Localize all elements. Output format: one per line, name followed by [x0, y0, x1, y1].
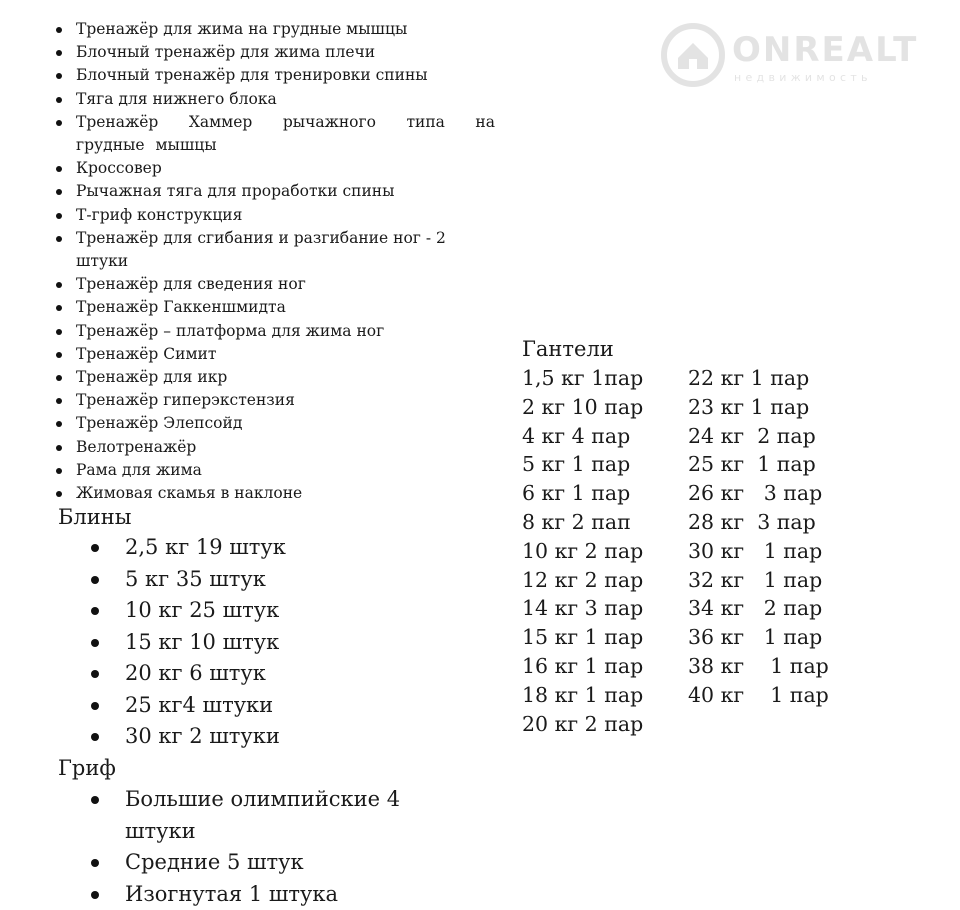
- equipment-item: Тренажёр Гаккеншмидта: [50, 296, 495, 319]
- equipment-item: Тренажёр Элепсойд: [50, 412, 495, 435]
- equipment-item: Рама для жима: [50, 459, 495, 482]
- bars-list: [57, 784, 477, 910]
- dumbbell-item: 28 кг 3 пар: [688, 509, 816, 534]
- dumbbell-item: 18 кг 1 пар: [522, 682, 644, 707]
- dumbbell-item: 12 кг 2 пар: [522, 567, 644, 592]
- bar-item: Изогнутая 1 штука: [57, 879, 477, 910]
- equipment-item: Блочный тренажёр для тренировки спины: [50, 64, 495, 87]
- dumbbell-item: 34 кг 2 пар: [688, 596, 823, 621]
- equipment-item: Тяга для нижнего блока: [50, 88, 495, 111]
- house-logo-icon: [660, 22, 726, 88]
- dumbbell-item: 30 кг 1 пар: [688, 538, 823, 563]
- dumbbell-item: 16 кг 1 пар: [522, 653, 644, 678]
- plate-item: 30 кг 2 штуки: [57, 721, 477, 753]
- bar-item: Большие олимпийские 4 штуки: [57, 784, 477, 847]
- watermark-logo: [660, 22, 940, 88]
- dumbbell-item: 5 кг 1 пар: [522, 452, 631, 477]
- dumbbell-item: 14 кг 3 пар: [522, 596, 644, 621]
- plates-list: [57, 532, 477, 753]
- plate-item: 25 кг4 штуки: [57, 690, 477, 722]
- dumbbell-item: 32 кг 1 пар: [688, 567, 823, 592]
- equipment-item: Тренажёр – платформа для жима ног: [50, 320, 495, 343]
- dumbbell-item: 36 кг 1 пар: [688, 625, 823, 650]
- plate-item: 20 кг 6 штук: [57, 658, 477, 690]
- equipment-item: Жимовая скамья в наклоне: [50, 482, 495, 505]
- watermark-name: ONREALT: [732, 30, 919, 70]
- equipment-item: Тренажёр Хаммер рычажного типа на грудные мышцы: [50, 111, 495, 157]
- equipment-item: Т-гриф конструкция: [50, 204, 495, 227]
- dumbbells-column-1: [522, 364, 643, 738]
- bar-item: Средние 5 штук: [57, 847, 477, 879]
- equipment-item: Тренажёр гиперэкстензия: [50, 389, 495, 412]
- dumbbell-item: 6 кг 1 пар: [522, 481, 631, 506]
- dumbbell-item: 23 кг 1 пар: [688, 394, 810, 419]
- dumbbell-item: 4 кг 4 пар: [522, 423, 631, 448]
- equipment-item: Тренажёр для сведения ног: [50, 273, 495, 296]
- equipment-item: Тренажёр для жима на грудные мышцы: [50, 18, 495, 41]
- equipment-item: Тренажёр для икр: [50, 366, 495, 389]
- dumbbell-item: 8 кг 2 пап: [522, 509, 631, 534]
- equipment-item: Рычажная тяга для проработки спины: [50, 180, 495, 203]
- equipment-item: Кроссовер: [50, 157, 495, 180]
- dumbbell-item: 24 кг 2 пар: [688, 423, 816, 448]
- dumbbell-item: 22 кг 1 пар: [688, 366, 810, 390]
- dumbbell-item: 20 кг 2 пар: [522, 711, 644, 736]
- plate-item: 5 кг 35 штук: [57, 564, 477, 596]
- watermark-tagline: недвижимость: [734, 71, 872, 84]
- dumbbell-item: 2 кг 10 пар: [522, 394, 644, 419]
- equipment-list: [50, 18, 495, 505]
- equipment-item: Тренажёр Симит: [50, 343, 495, 366]
- dumbbell-item: 1,5 кг 1пар: [522, 366, 644, 390]
- plates-heading: Блины: [58, 505, 132, 529]
- plate-item: 2,5 кг 19 штук: [57, 532, 477, 564]
- plate-item: 10 кг 25 штук: [57, 595, 477, 627]
- bars-heading: Гриф: [58, 756, 116, 780]
- dumbbell-item: 40 кг 1 пар: [688, 682, 829, 707]
- dumbbell-item: 15 кг 1 пар: [522, 625, 644, 650]
- dumbbells-column-2: [688, 364, 829, 710]
- equipment-item: Тренажёр для сгибания и разгибание ног - 2 штуки: [50, 227, 495, 273]
- dumbbell-item: 26 кг 3 пар: [688, 481, 823, 506]
- dumbbells-heading: Гантели: [522, 337, 614, 361]
- plate-item: 15 кг 10 штук: [57, 627, 477, 659]
- equipment-item: Велотренажёр: [50, 436, 495, 459]
- equipment-item: Блочный тренажёр для жима плечи: [50, 41, 495, 64]
- dumbbell-item: 25 кг 1 пар: [688, 452, 816, 477]
- dumbbell-item: 38 кг 1 пар: [688, 653, 829, 678]
- dumbbell-item: 10 кг 2 пар: [522, 538, 644, 563]
